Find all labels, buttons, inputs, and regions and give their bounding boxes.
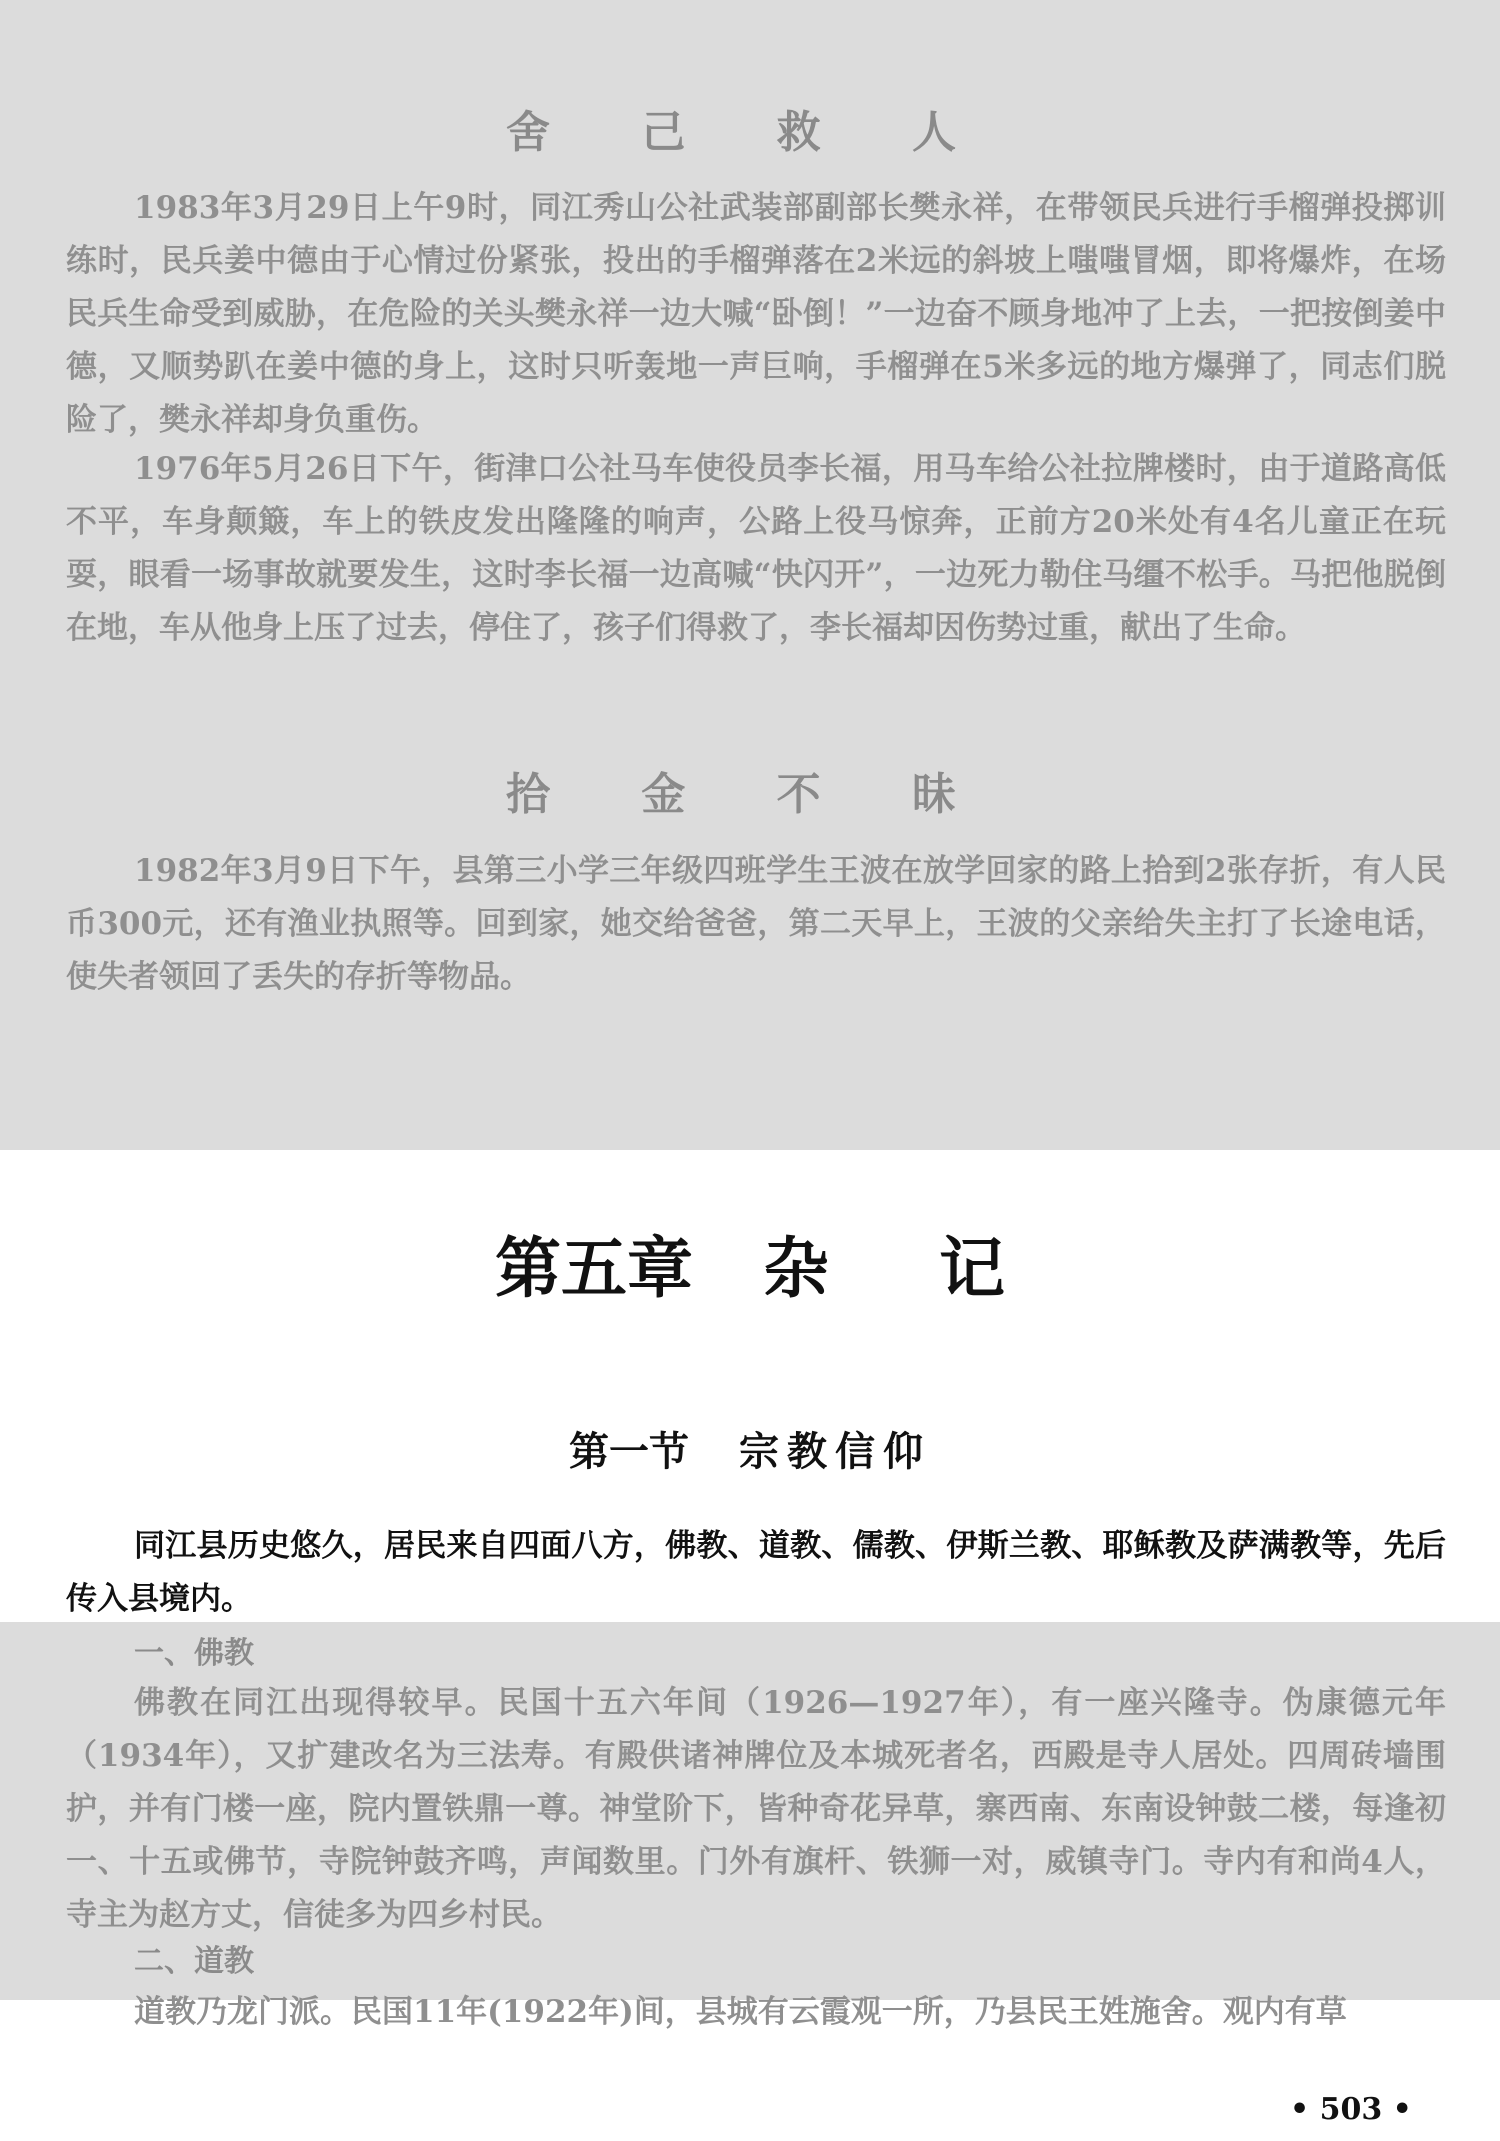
heading-honesty: 拾 金 不 昧 [506, 769, 994, 820]
section-title [0, 1420, 1500, 1477]
heading-self-sacrifice: 舍 己 救 人 [506, 107, 994, 158]
paragraph-wang-bo: 1982年3月9日下午，县第三小学三年级四班学生王波在放学回家的路上拾到2张存折，有人民币300元，还有渔业执照等。回到家，她交给爸爸，第二天早上，王波的父亲给失主打了长途电话，使失者领回了丢失的存折等物品。 [66, 853, 1446, 995]
paragraph-buddhism: 佛教在同江出现得较早。民国十五六年间（1926—1927年），有一座兴隆寺。伪康德元年（1934年），又扩建改名为三法寿。有殿供诸神牌位及本城死者名，西殿是寺人居处。四周砖墙围护，并有门楼一座，院内置铁鼎一尊。神堂阶下，皆种奇花异草，寨西南、东南设钟鼓二楼，每逢初一、十五或佛节，寺院钟鼓齐鸣，声闻数里。门外有旗杆、铁狮一对，威镇寺门。寺内有和尚4人，寺主为赵方丈，信徒多为四乡村民。 [66, 1685, 1446, 1933]
chapter-name-char-2: 记 [939, 1229, 1005, 1307]
subheading-buddhism: 一、佛教 [134, 1636, 254, 1671]
chapter-title [0, 1215, 1500, 1310]
section-number: 第一节 [569, 1428, 689, 1475]
page-number: • 503 • [1290, 2092, 1412, 2127]
chapter-number: 第五章 [495, 1229, 693, 1307]
paragraph-fan-yongxiang: 1983年3月29日上午9时，同江秀山公社武装部副部长樊永祥，在带领民兵进行手榴弹投掷训练时，民兵姜中德由于心情过份紧张，投出的手榴弹落在2米远的斜坡上嗤嗤冒烟，即将爆炸，在场民兵生命受到威胁，在危险的关头樊永祥一边大喊“卧倒！”一边奋不顾身地冲了上去，一把按倒姜中德，又顺势趴在姜中德的身上，这时只听轰地一声巨响，手榴弹在5米多远的地方爆弹了，同志们脱险了，樊永祥却身负重伤。 [66, 190, 1446, 438]
section-name: 宗教信仰 [739, 1428, 931, 1475]
paragraph-li-changfu: 1976年5月26日下午，街津口公社马车使役员李长福，用马车给公社拉牌楼时，由于道路高低不平，车身颠簸，车上的铁皮发出隆隆的响声，公路上役马惊奔，正前方20米处有4名儿童正在玩耍，眼看一场事故就要发生，这时李长福一边高喊“快闪开”，一边死力勒住马缰不松手。马把他脱倒在地，车从他身上压了过去，停住了，孩子们得救了，李长福却因伤势过重，献出了生命。 [66, 451, 1446, 646]
paragraph-taoism: 道教乃龙门派。民国11年(1922年)间，县城有云霞观一所，乃县民王姓施舍。观内有草 [134, 1994, 1347, 2030]
subheading-taoism: 二、道教 [134, 1944, 254, 1979]
chapter-name-char-1: 杂 [763, 1229, 829, 1307]
religion-intro-paragraph: 同江县历史悠久，居民来自四面八方，佛教、道教、儒教、伊斯兰教、耶稣教及萨满教等，先后传入县境内。 [66, 1528, 1446, 1617]
